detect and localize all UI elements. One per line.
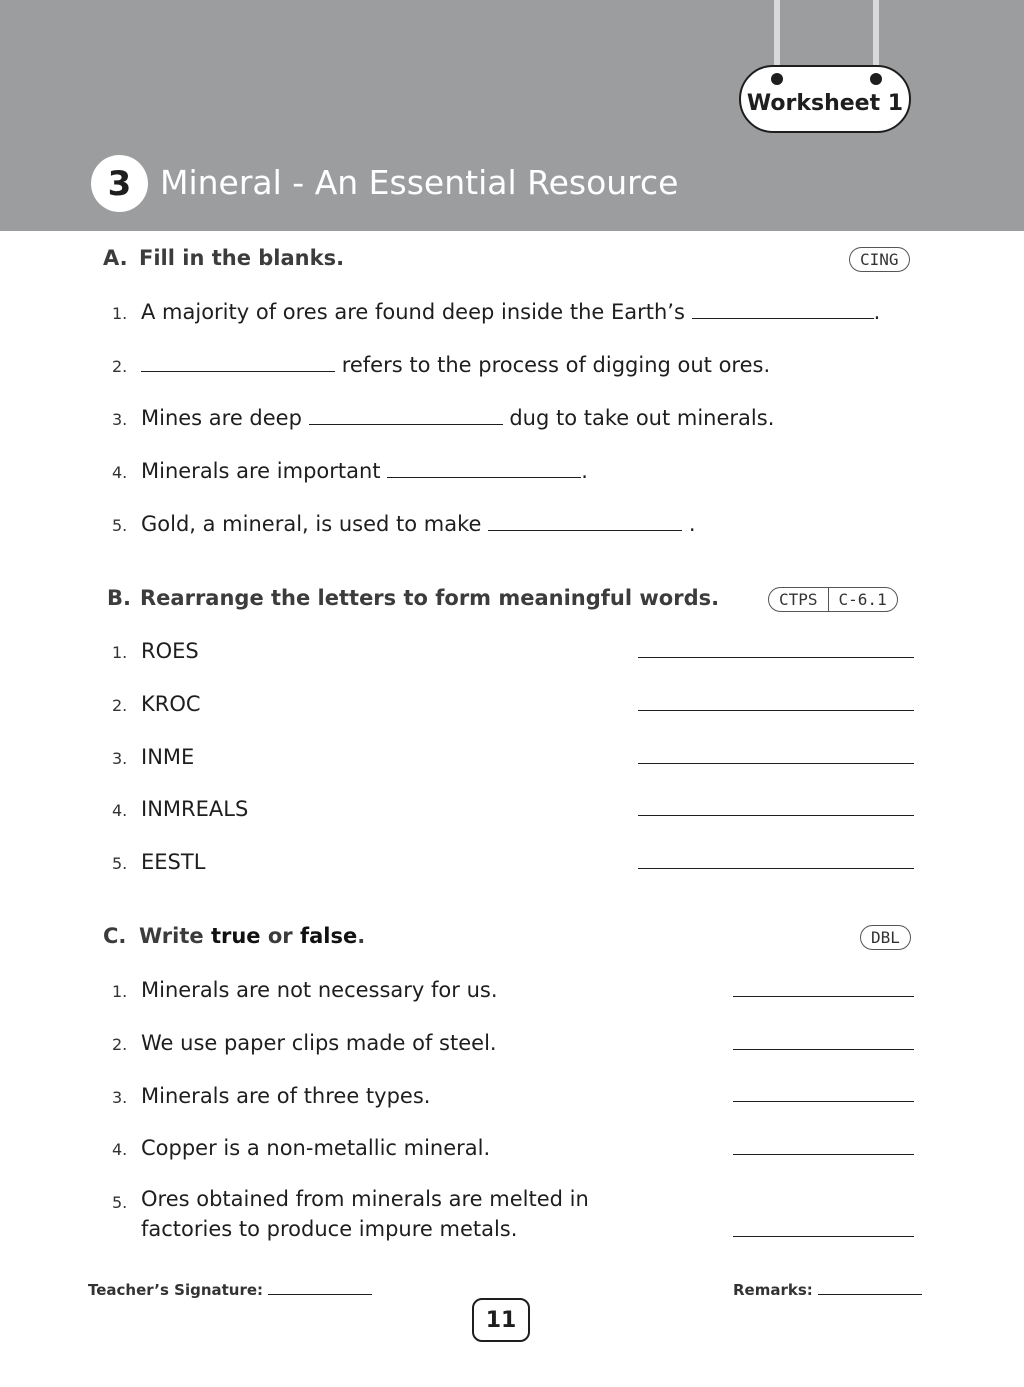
tag-ctps: CTPS [779, 590, 818, 609]
item-text-after: . [688, 512, 696, 536]
remarks-blank[interactable] [818, 1281, 922, 1295]
remarks-label: Remarks: [733, 1281, 813, 1299]
true-false-item-3 [112, 1083, 430, 1111]
statement: We use paper clips made of steel. [141, 1031, 497, 1055]
true-false-item-2 [112, 1030, 497, 1058]
remarks [733, 1281, 922, 1299]
statement: Minerals are not necessary for us. [141, 978, 498, 1002]
section-a-heading [103, 246, 344, 270]
hanger-cord-right [873, 0, 879, 72]
item-number: 2. [112, 1035, 128, 1054]
answer-blank[interactable] [387, 459, 581, 478]
chapter-number: 3 [91, 155, 148, 212]
jumbled-word: ROES [141, 639, 199, 663]
item-text-after: . [581, 459, 588, 483]
chapter-title: Mineral - An Essential Resource [160, 163, 679, 202]
answer-line[interactable] [733, 1154, 914, 1155]
page-number: 11 [472, 1298, 530, 1342]
section-c-heading [103, 924, 365, 948]
rearrange-item-3 [112, 744, 194, 772]
item-number: 3. [112, 1088, 128, 1107]
answer-line[interactable] [638, 815, 914, 816]
fill-blank-item-4 [112, 458, 588, 486]
item-number: 1. [112, 643, 128, 662]
answer-line[interactable] [733, 1049, 914, 1050]
teacher-signature-label: Teacher’s Signature: [88, 1281, 264, 1299]
statement: Copper is a non-metallic mineral. [141, 1136, 491, 1160]
item-text-before: A majority of ores are found deep inside the Earth’s [141, 300, 685, 324]
section-b-tag [768, 587, 898, 612]
header-band [0, 0, 1024, 231]
item-number: 3. [112, 749, 128, 768]
item-text-after: . [873, 300, 881, 324]
answer-line[interactable] [638, 868, 914, 869]
tag-cing: CING [860, 250, 899, 269]
statement: Minerals are of three types. [141, 1084, 431, 1108]
item-number: 5. [112, 854, 128, 873]
item-text-after: refers to the process of digging out ores. [341, 353, 771, 377]
section-a-title: Fill in the blanks. [139, 246, 345, 270]
item-text-before: Gold, a mineral, is used to make [141, 512, 482, 536]
answer-blank[interactable] [692, 300, 874, 319]
fill-blank-item-3 [112, 405, 774, 433]
jumbled-word: INME [141, 745, 195, 769]
item-number: 1. [112, 304, 128, 323]
item-number: 5. [112, 516, 128, 535]
section-b-heading [107, 586, 719, 610]
jumbled-word: KROC [141, 692, 201, 716]
section-c-title-true: true [210, 924, 261, 948]
item-number: 1. [112, 982, 128, 1001]
answer-line[interactable] [733, 996, 914, 997]
statement-line-2: factories to produce impure metals. [141, 1217, 518, 1241]
worksheet-label: Worksheet 1 [746, 90, 904, 116]
item-number: 4. [112, 463, 128, 482]
fill-blank-item-5 [112, 511, 696, 539]
section-c-tag [860, 925, 911, 950]
tag-c61: C-6.1 [828, 588, 897, 611]
teacher-signature-blank[interactable] [268, 1281, 372, 1295]
section-c-title-false: false [299, 924, 358, 948]
item-text-after: dug to take out minerals. [509, 406, 775, 430]
section-b-title: Rearrange the letters to form meaningful words. [140, 586, 720, 610]
jumbled-word: EESTL [141, 850, 206, 874]
section-c-title-or: or [267, 924, 293, 948]
worksheet-badge [739, 65, 911, 133]
hanger-cord-left [774, 0, 780, 72]
answer-line[interactable] [733, 1101, 914, 1102]
fill-blank-item-1 [112, 299, 880, 327]
section-c-title-write: Write [139, 924, 204, 948]
answer-blank[interactable] [309, 406, 503, 425]
item-number: 2. [112, 696, 128, 715]
section-a-tag [849, 247, 910, 272]
answer-line[interactable] [638, 710, 914, 711]
section-c-title-end: . [357, 924, 366, 948]
true-false-item-1 [112, 977, 498, 1005]
hanger-hole-left [771, 73, 783, 85]
item-text-before: Mines are deep [141, 406, 302, 430]
fill-blank-item-2 [112, 352, 770, 380]
true-false-item-5-number [112, 1188, 141, 1216]
answer-blank[interactable] [488, 512, 682, 531]
item-number: 4. [112, 1140, 128, 1159]
statement-line-1: Ores obtained from minerals are melted in [141, 1187, 589, 1211]
item-number: 5. [112, 1193, 128, 1212]
item-text-before: Minerals are important [141, 459, 381, 483]
teacher-signature [88, 1281, 372, 1299]
answer-line[interactable] [638, 657, 914, 658]
rearrange-item-5 [112, 849, 205, 877]
item-number: 4. [112, 801, 128, 820]
jumbled-word: INMREALS [141, 797, 249, 821]
section-c-letter: C. [103, 924, 127, 948]
tag-dbl: DBL [871, 928, 900, 947]
item-number: 2. [112, 357, 128, 376]
answer-blank[interactable] [141, 353, 335, 372]
rearrange-item-1 [112, 638, 199, 666]
true-false-item-4 [112, 1135, 490, 1163]
true-false-item-5 [141, 1184, 589, 1244]
item-number: 3. [112, 410, 128, 429]
answer-line[interactable] [733, 1236, 914, 1237]
answer-line[interactable] [638, 763, 914, 764]
section-b-letter: B. [107, 586, 131, 610]
rearrange-item-2 [112, 691, 201, 719]
section-a-letter: A. [103, 246, 128, 270]
hanger-hole-right [870, 73, 882, 85]
rearrange-item-4 [112, 796, 248, 824]
